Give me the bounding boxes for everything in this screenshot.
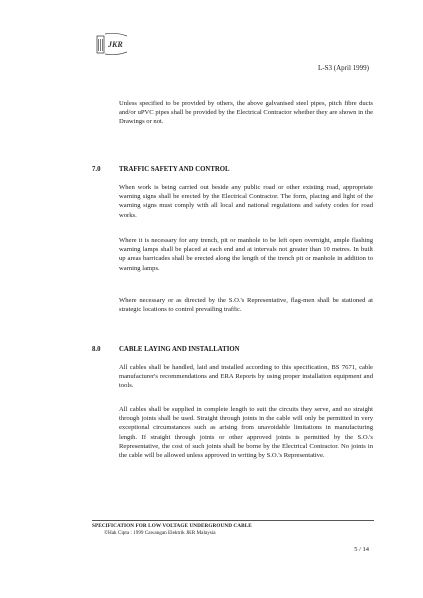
svg-text:JKR: JKR	[108, 40, 123, 49]
section8-paragraph-1: All cables shall be handled, laid and installed according to this specification, BS 7671, cable manufacturer's recommendations and ERA Reports by using proper installation equipment and tools.	[119, 364, 373, 390]
section-title-7: TRAFFIC SAFETY AND CONTROL	[119, 166, 230, 173]
intro-paragraph: Unless specified to be provided by others, the above galvanised steel pipes, pitch fibre ducts and/or uPVC pipes shall be provided by the Electrical Contractor whether they are shown in the Drawings or not.	[119, 100, 373, 126]
footer-copyright: ©Hak Cipta : 1999 Cawangan Elektrik JKR Malaysia	[104, 530, 216, 536]
section7-paragraph-2: Where it is necessary for any trench, pit or manhole to be left open overnight, ample flashing warning lamps shall be placed at each end and at intervals not greater than 10 metres. In built up areas barricades shall be erected along the length of the trench pit or manhole in addition to warning lamps.	[119, 237, 373, 272]
section7-paragraph-1: When work is being carried out beside any public road or other existing road, appropriate warning signs shall be erected by the Electrical Contractor. The form, placing and light of the warning signs must comply with all local and national regulations and safety codes for road works.	[119, 184, 373, 219]
jkr-logo-icon	[96, 32, 130, 56]
section7-paragraph-3: Where necessary or as directed by the S.O.'s Representative, flag-men shall be stationed at strategic locations to control prevailing traffic.	[119, 297, 373, 314]
footer-divider	[92, 520, 374, 521]
section-number-7: 7.0	[92, 166, 101, 173]
document-reference: L-S3 (April 1999)	[318, 64, 369, 72]
section-title-8: CABLE LAYING AND INSTALLATION	[119, 346, 240, 353]
page-number: 5 / 14	[354, 546, 369, 553]
section-number-8: 8.0	[92, 346, 101, 353]
footer-title: SPECIFICATION FOR LOW VOLTAGE UNDERGROUND CABLE	[92, 523, 252, 529]
section8-paragraph-2: All cables shall be supplied in complete length to suit the circuits they serve, and no straight through joints shall be used. Straight through joints in the cable will only be permitted in very exceptional circumstances such as arising from unavoidable limitations in manufacturing length. If straight through joints or other approved joints is permitted by the S.O.'s Representative, the cost of such joints shall be borne by the Electrical Contractor. No joints in the cable will be allowed unless approved in writing by S.O.'s Representative.	[119, 406, 373, 460]
